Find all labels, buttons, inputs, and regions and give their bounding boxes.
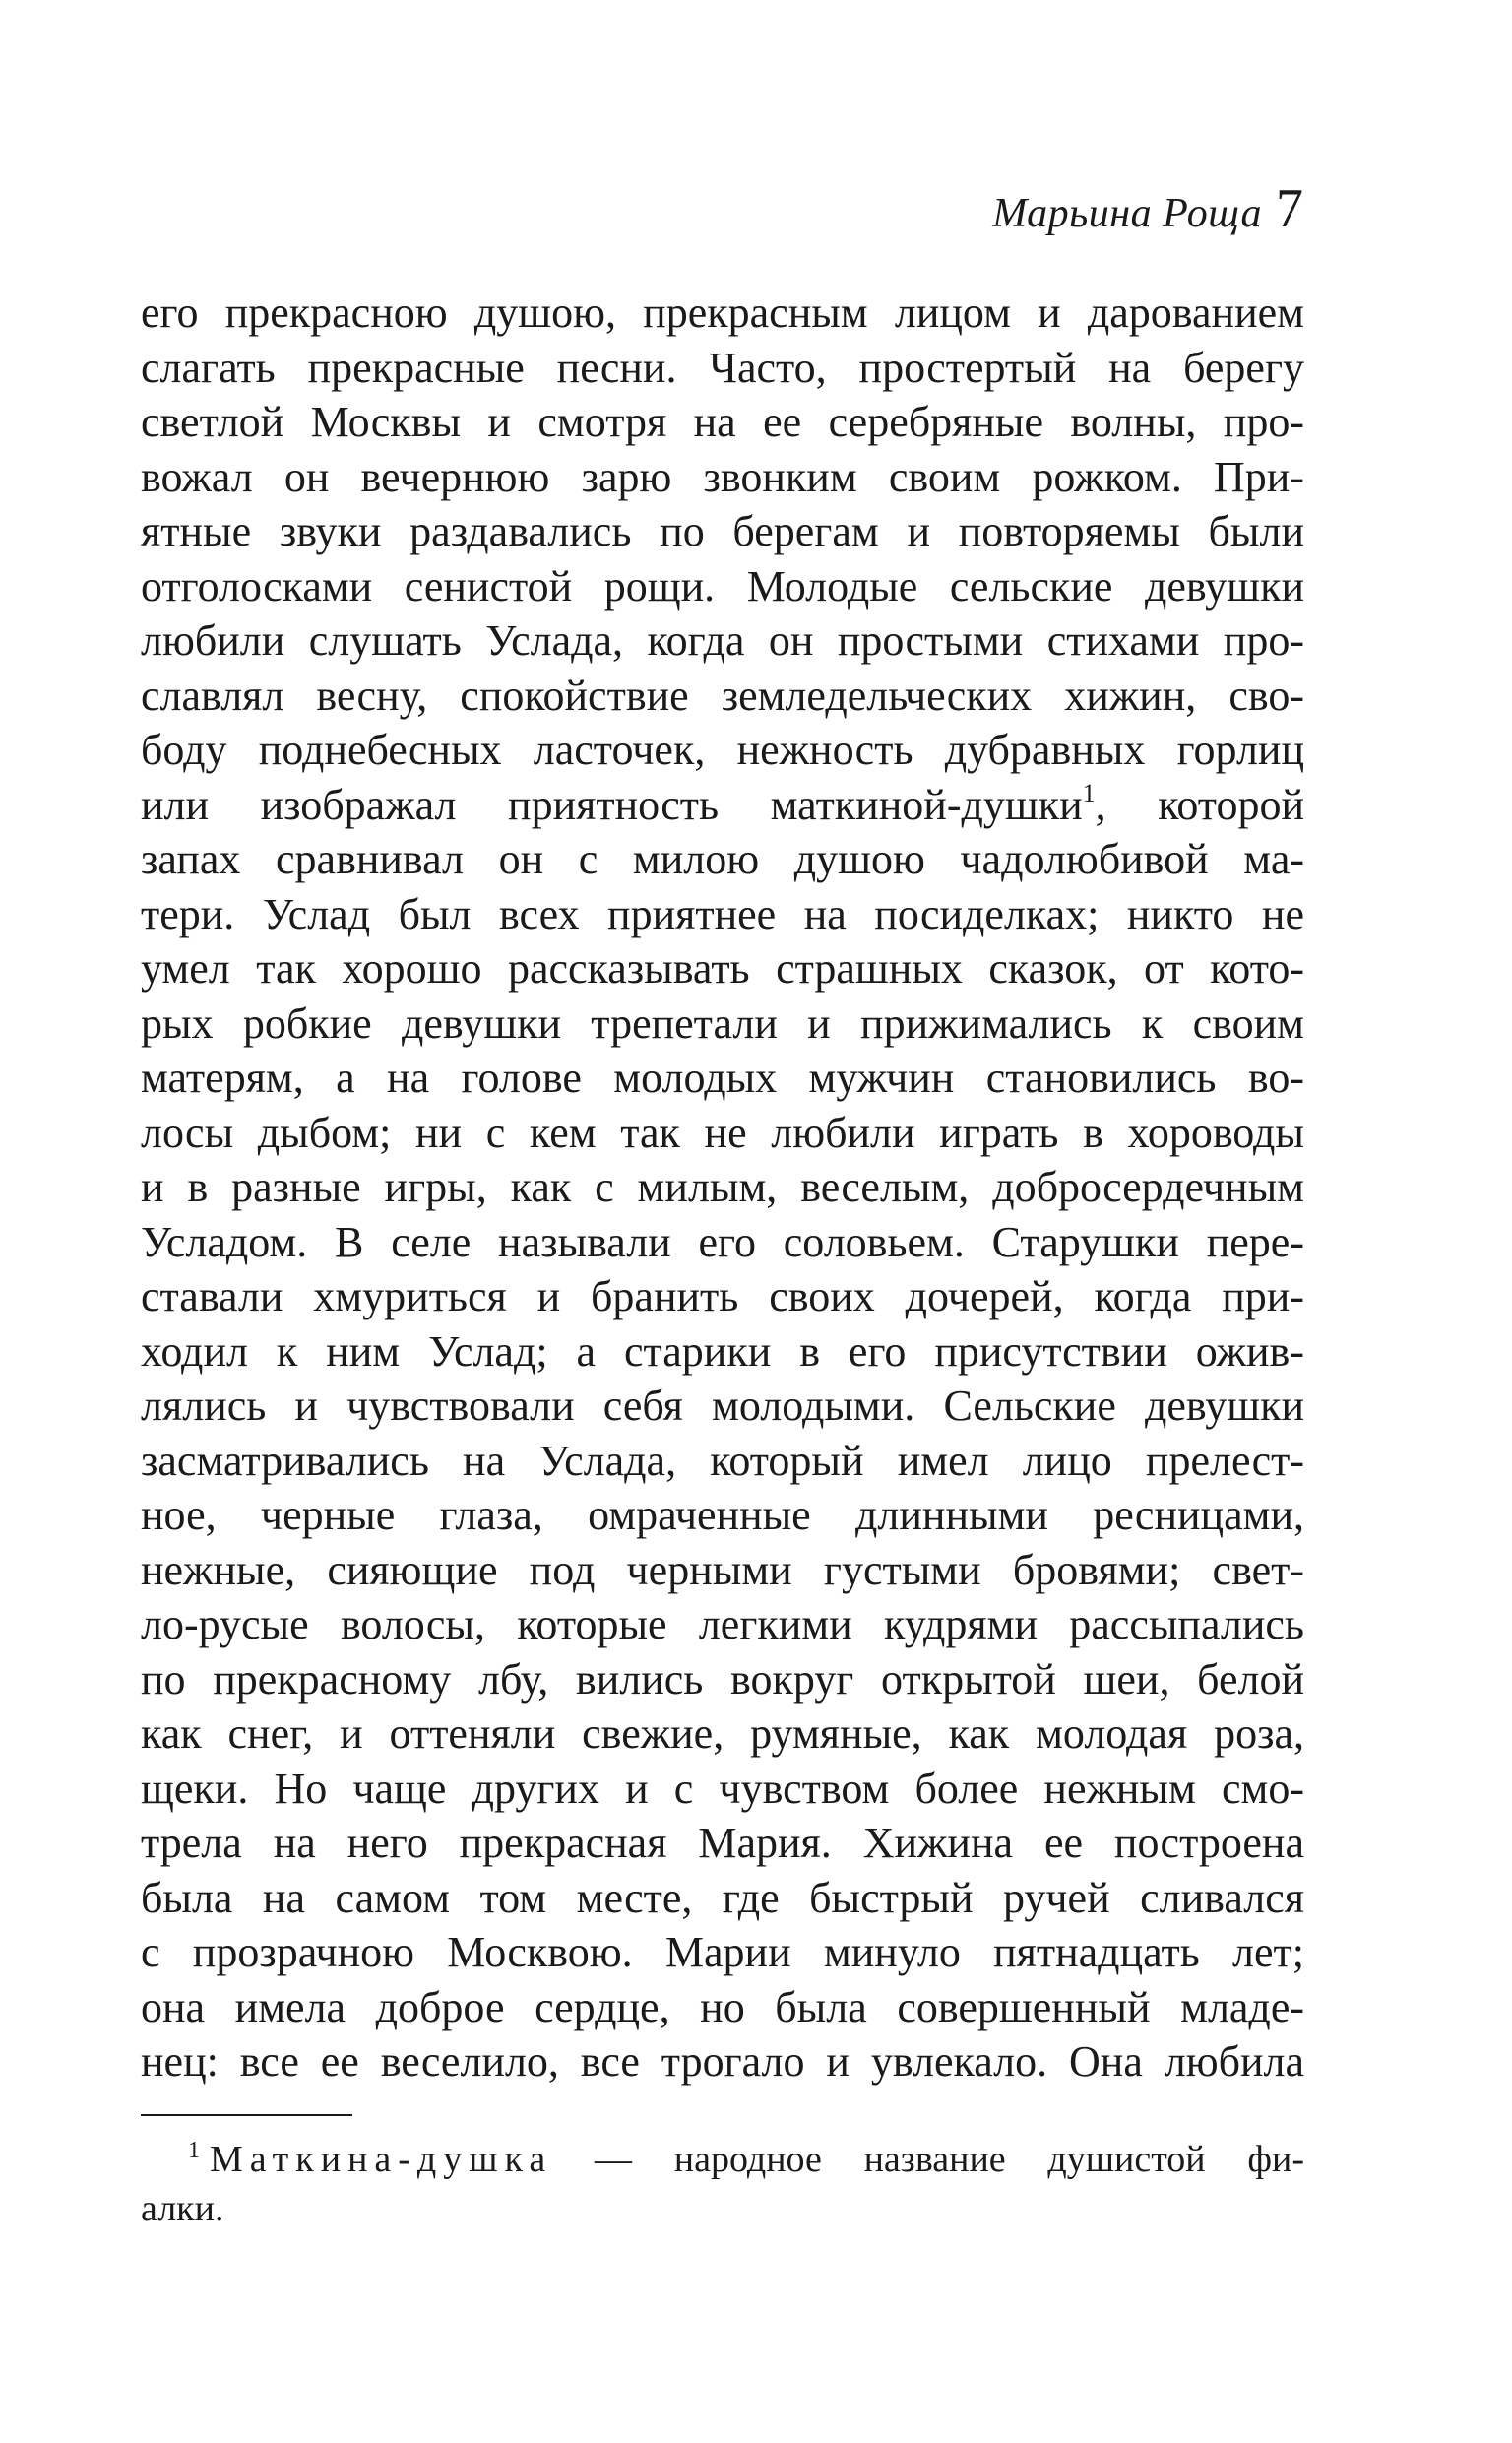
- text-line: любили слушать Услада, когда он простыми стихами про-: [141, 616, 1304, 665]
- text-line: умел так хорошо рассказывать страшных сказок, от кото-: [141, 944, 1304, 993]
- footnote-text: — народное название душистой фи-: [552, 2139, 1304, 2180]
- text-line: была на самом том месте, где быстрый ручей сливался: [141, 1873, 1304, 1922]
- text-line: нежные, сияющие под черными густыми бровями; свет-: [141, 1545, 1304, 1594]
- footnote-line: алки.: [141, 2188, 224, 2229]
- running-title: Марьина Роща: [992, 191, 1262, 236]
- text-line: засматривались на Услада, который имел лицо прелест-: [141, 1436, 1304, 1485]
- text-segment: , которой: [1095, 780, 1304, 829]
- footnote-reference: 1: [1082, 778, 1096, 807]
- text-line: трела на него прекрасная Мария. Хижина ее построена: [141, 1819, 1304, 1867]
- text-line: лосы дыбом; ни с кем так не любили играть в хороводы: [141, 1108, 1304, 1157]
- text-line: ставали хмуриться и бранить своих дочерей, когда при-: [141, 1272, 1304, 1320]
- text-line: слагать прекрасные песни. Часто, простертый на берегу: [141, 343, 1304, 392]
- footnote: [141, 2135, 1304, 2233]
- text-line: ходил к ним Услад; а старики в его присутствии ожив-: [141, 1326, 1304, 1376]
- footnote-term: Маткина-душка: [210, 2139, 553, 2180]
- text-line: тери. Услад был всех приятнее на посиделках; никто не: [141, 889, 1304, 938]
- text-line: запах сравнивал он с милою душою чадолюбивой ма-: [141, 835, 1304, 883]
- text-line-with-footnote: [141, 778, 1304, 833]
- text-line: его прекрасною душою, прекрасным лицом и дарованием: [141, 289, 1304, 337]
- body-text: [141, 286, 1304, 2089]
- footnote-marker: 1: [188, 2138, 200, 2163]
- running-head: [992, 177, 1303, 240]
- text-line: светлой Москвы и смотря на ее серебряные волны, про-: [141, 398, 1304, 446]
- text-line: она имела доброе сердце, но была совершенный младе-: [141, 1982, 1304, 2031]
- text-line: отголосками сенистой рощи. Молодые сельские девушки: [141, 561, 1304, 611]
- text-line: и в разные игры, как с милым, веселым, добросердечным: [141, 1163, 1304, 1211]
- page-number: 7: [1276, 178, 1303, 239]
- text-line: щеки. Но чаще других и с чувством более нежным смо-: [141, 1764, 1304, 1813]
- text-line: с прозрачною Москвою. Марии минуло пятнадцать лет;: [141, 1928, 1304, 1976]
- footnote-divider: [141, 2114, 352, 2116]
- text-line: рых робкие девушки трепетали и прижимались к своим: [141, 998, 1304, 1048]
- text-line: боду поднебесных ласточек, нежность дубравных горлиц: [141, 726, 1304, 774]
- text-line: матерям, а на голове молодых мужчин становились во-: [141, 1054, 1304, 1102]
- text-line: лялись и чувствовали себя молодыми. Сельские девушки: [141, 1382, 1304, 1430]
- text-line: по прекрасному лбу, вились вокруг открытой шеи, белой: [141, 1654, 1304, 1704]
- text-line: как снег, и оттеняли свежие, румяные, как молодая роза,: [141, 1709, 1304, 1758]
- text-line: славлял весну, спокойствие земледельческих хижин, сво-: [141, 671, 1304, 720]
- text-line: вожал он вечернюю зарю звонким своим рожком. При-: [141, 452, 1304, 501]
- text-line: Усладом. В селе называли его соловьем. Старушки пере-: [141, 1217, 1304, 1266]
- text-line: ное, черные глаза, омраченные длинными ресницами,: [141, 1491, 1304, 1539]
- footnote-line: [141, 2135, 1304, 2184]
- text-segment: или изображал приятность маткиной-душки: [141, 780, 1083, 829]
- text-line: ятные звуки раздавались по берегам и повторяемы были: [141, 507, 1304, 555]
- text-line: нец: все ее веселило, все трогало и увлекало. Она любила: [141, 2037, 1304, 2086]
- text-line: ло-русые волосы, которые легкими кудрями рассыпались: [141, 1600, 1304, 1648]
